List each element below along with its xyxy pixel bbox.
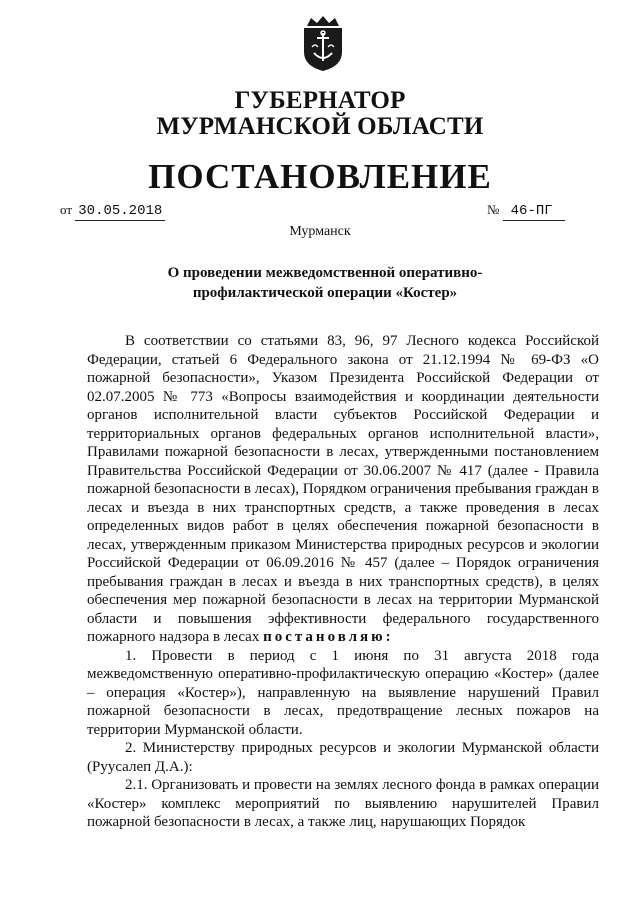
city-name: Мурманск — [289, 224, 351, 239]
resolve-word: постановляю: — [263, 629, 394, 645]
item-2-paragraph: 2. Министерству природных ресурсов и экологии Мурманской области (Руусалеп Д.А.): — [87, 740, 599, 775]
item-1-paragraph: 1. Провести в период с 1 июня по 31 августа 2018 года межведомственную оперативно-профилактическую операцию «Костер» (далее – операция «Костер»), направленную на выявление нарушений Правил пожарной безопасности в лесах, предотвращение лесных пожаров на территории Мурманской области. — [87, 647, 599, 738]
item-2-1-paragraph: 2.1. Организовать и провести на землях лесного фонда в рамках операции «Костер» комплекс мероприятий по выявлению нарушителей Правил пожарной безопасности в лесах, а также лиц, нарушающих Порядок — [87, 777, 599, 830]
date-prefix: от — [60, 202, 73, 217]
document-number — [487, 202, 565, 221]
coat-of-arms-emblem — [301, 14, 345, 72]
preamble-paragraph — [87, 332, 599, 647]
document-subject: О проведении межведомственной оперативно-профилактической операции «Костер» — [167, 265, 483, 301]
document-type-title: ПОСТАНОВЛЕНИЕ — [148, 157, 492, 196]
number-prefix: № — [487, 202, 500, 217]
governor-title: ГУБЕРНАТОР — [234, 87, 406, 114]
region-title: МУРМАНСКОЙ ОБЛАСТИ — [156, 113, 484, 140]
preamble-text: В соответствии со статьями 83, 96, 97 Лесного кодекса Российской Федерации, статьей 6 Федерального закона от 21.12.1994 № 69-ФЗ «О пожарной безопасности», Указом Президента Российской Федерации от 02.07.2005 № 773 «Вопросы взаимодействия и координации деятельности органов исполнительной власти субъектов Российской Федерации и территориальных органов федеральных органов исполнительной власти», Правилами пожарной безопасности в лесах, утвержденными постановлением Правительства Российской Федерации от 30.06.2007 № 417 (далее - Правила пожарной безопасности в лесах), Порядком ограничения пребывания граждан в лесах и въезда в них транспортных средств, а также проведения в лесах определенных видов работ в целях обеспечения пожарной безопасности в лесах, утвержденным приказом Министерства природных ресурсов и экологии Российской Федерации от 06.09.2016 № 457 (далее – Порядок ограничения пребывания граждан в лесах и въезда в них транспортных средств), в целях обеспечения мер пожарной безопасности в лесах на территории Мурманской области и повышения эффективности федерального государственного пожарного надзора в лесах — [87, 333, 599, 645]
document-date — [60, 202, 165, 221]
document-body — [87, 332, 599, 832]
date-value: 30.05.2018 — [75, 203, 165, 221]
number-value: 46-ПГ — [503, 203, 565, 221]
